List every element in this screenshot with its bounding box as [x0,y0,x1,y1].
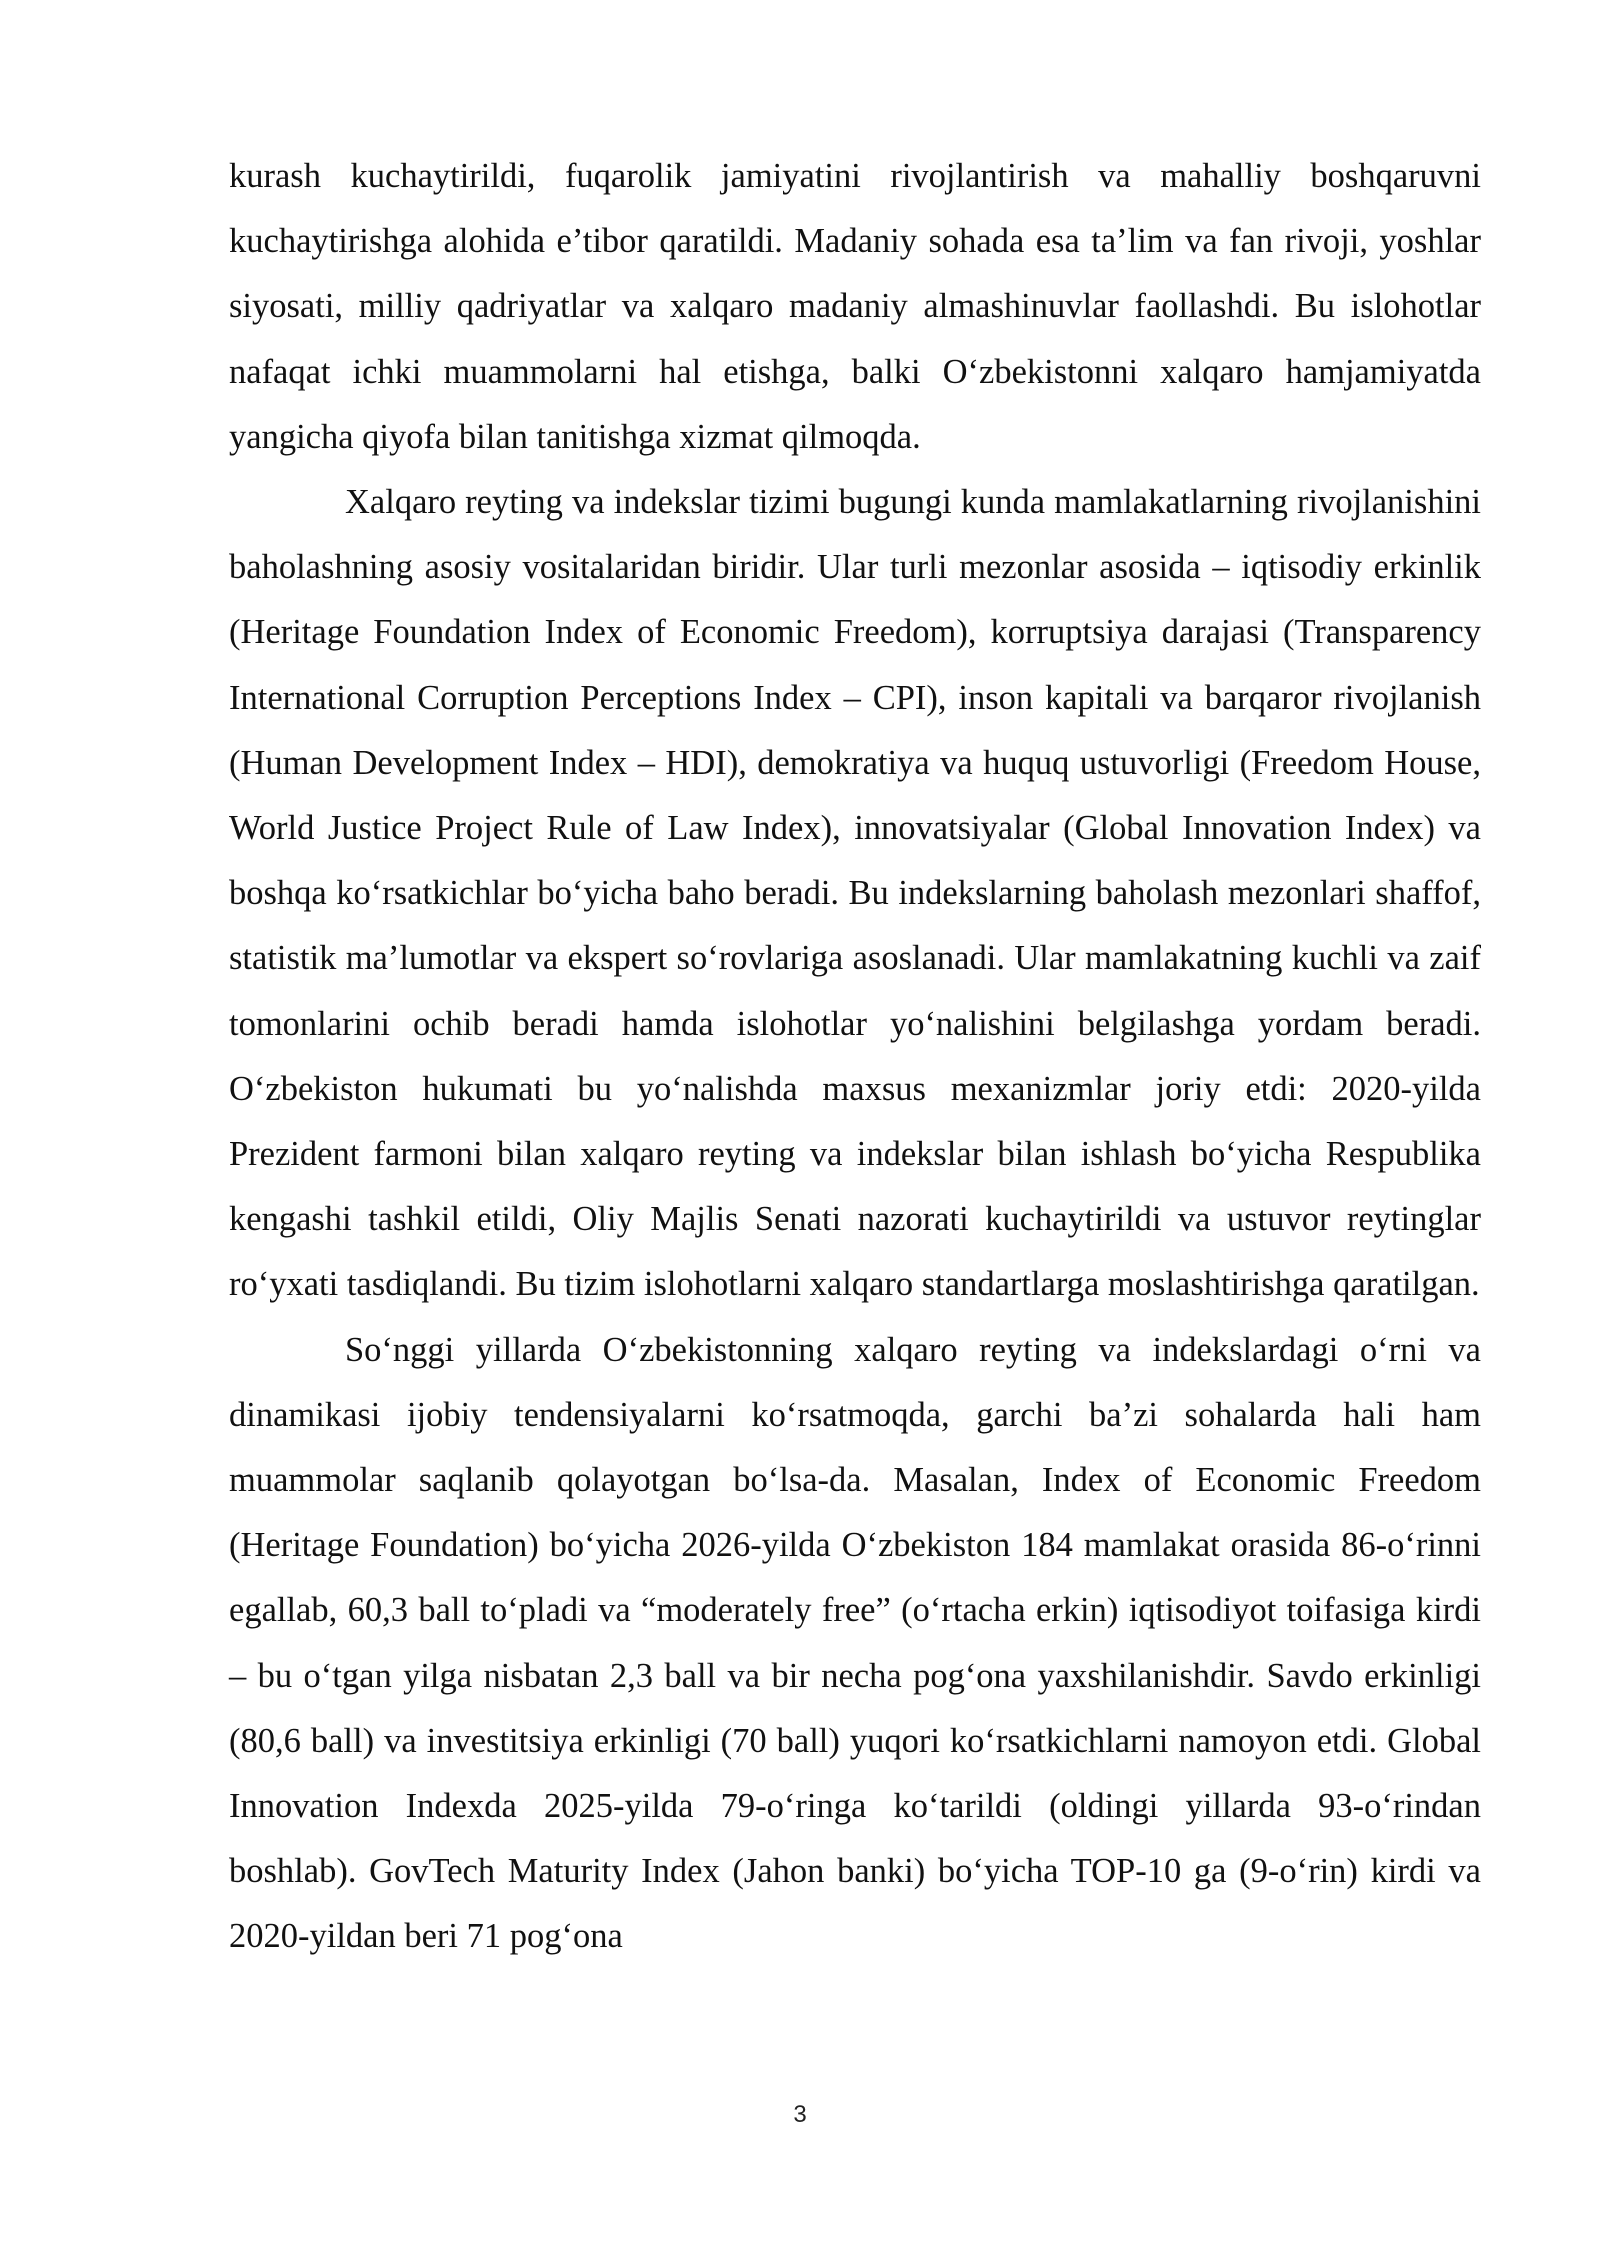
page-number: 3 [793,2101,807,2128]
paragraph-ratings-system: Xalqaro reyting va indekslar tizimi bugungi kunda mamlakatlarning rivojlanishini baholashning asosiy vositalaridan biridir. Ular turli mezonlar asosida – iqtisodiy erkinlik (Heritage Foundation Index of Economic Freedom), korruptsiya darajasi (Transparency International Corruption Perceptions Index – CPI), inson kapitali va barqaror rivojlanish (Human Development Index – HDI), demokratiya va huquq ustuvorligi (Freedom House, World Justice Project Rule of Law Index), innovatsiyalar (Global Innovation Index) va boshqa ko‘rsatkichlar bo‘yicha baho beradi. Bu indekslarning baholash mezonlari shaffof, statistik ma’lumotlar va ekspert so‘rovlariga asoslanadi. Ular mamlakatning kuchli va zaif tomonlarini ochib beradi hamda islohotlar yo‘nalishini belgilashga yordam beradi. O‘zbekiston hukumati bu yo‘nalishda maxsus mexanizmlar joriy etdi: 2020-yilda Prezident farmoni bilan xalqaro reyting va indekslar bilan ishlash bo‘yicha Respublika kengashi tashkil etildi, Oliy Majlis Senati nazorati kuchaytirildi va ustuvor reytinglar ro‘yxati tasdiqlandi. Bu tizim islohotlarni xalqaro standartlarga moslashtirishga qaratilgan. [229,483,1481,1304]
paragraph-continuation: kurash kuchaytirildi, fuqarolik jamiyatini rivojlantirish va mahalliy boshqaruvni kuchaytirishga alohida e’tibor qaratildi. Madaniy sohada esa ta’lim va fan rivoji, yoshlar siyosati, milliy qadriyatlar va xalqaro madaniy almashinuvlar faollashdi. Bu islohotlar nafaqat ichki muammolarni hal etishga, balki O‘zbekistonni xalqaro hamjamiyatda yangicha qiyofa bilan tanitishga xizmat qilmoqda. [229,157,1481,456]
page-body [229,144,1481,1970]
paragraph-uzbekistan-dynamics: So‘nggi yillarda O‘zbekistonning xalqaro reyting va indekslardagi o‘rni va dinamikasi ijobiy tendensiyalarni ko‘rsatmoqda, garchi ba’zi sohalarda hali ham muammolar saqlanib qolayotgan bo‘lsa-da. Masalan, Index of Economic Freedom (Heritage Foundation) bo‘yicha 2026-yilda O‘zbekiston 184 mamlakat orasida 86-o‘rinni egallab, 60,3 ball to‘pladi va “moderately free” (o‘rtacha erkin) iqtisodiyot toifasiga kirdi – bu o‘tgan yilga nisbatan 2,3 ball va bir necha pog‘ona yaxshilanishdir. Savdo erkinligi (80,6 ball) va investitsiya erkinligi (70 ball) yuqori ko‘rsatkichlarni namoyon etdi. Global Innovation Indexda 2025-yilda 79-o‘ringa ko‘tarildi (oldingi yillarda 93-o‘rindan boshlab). GovTech Maturity Index (Jahon banki) bo‘yicha TOP-10 ga (9-o‘rin) kirdi va 2020-yildan beri 71 pog‘ona [229,1330,1481,1956]
